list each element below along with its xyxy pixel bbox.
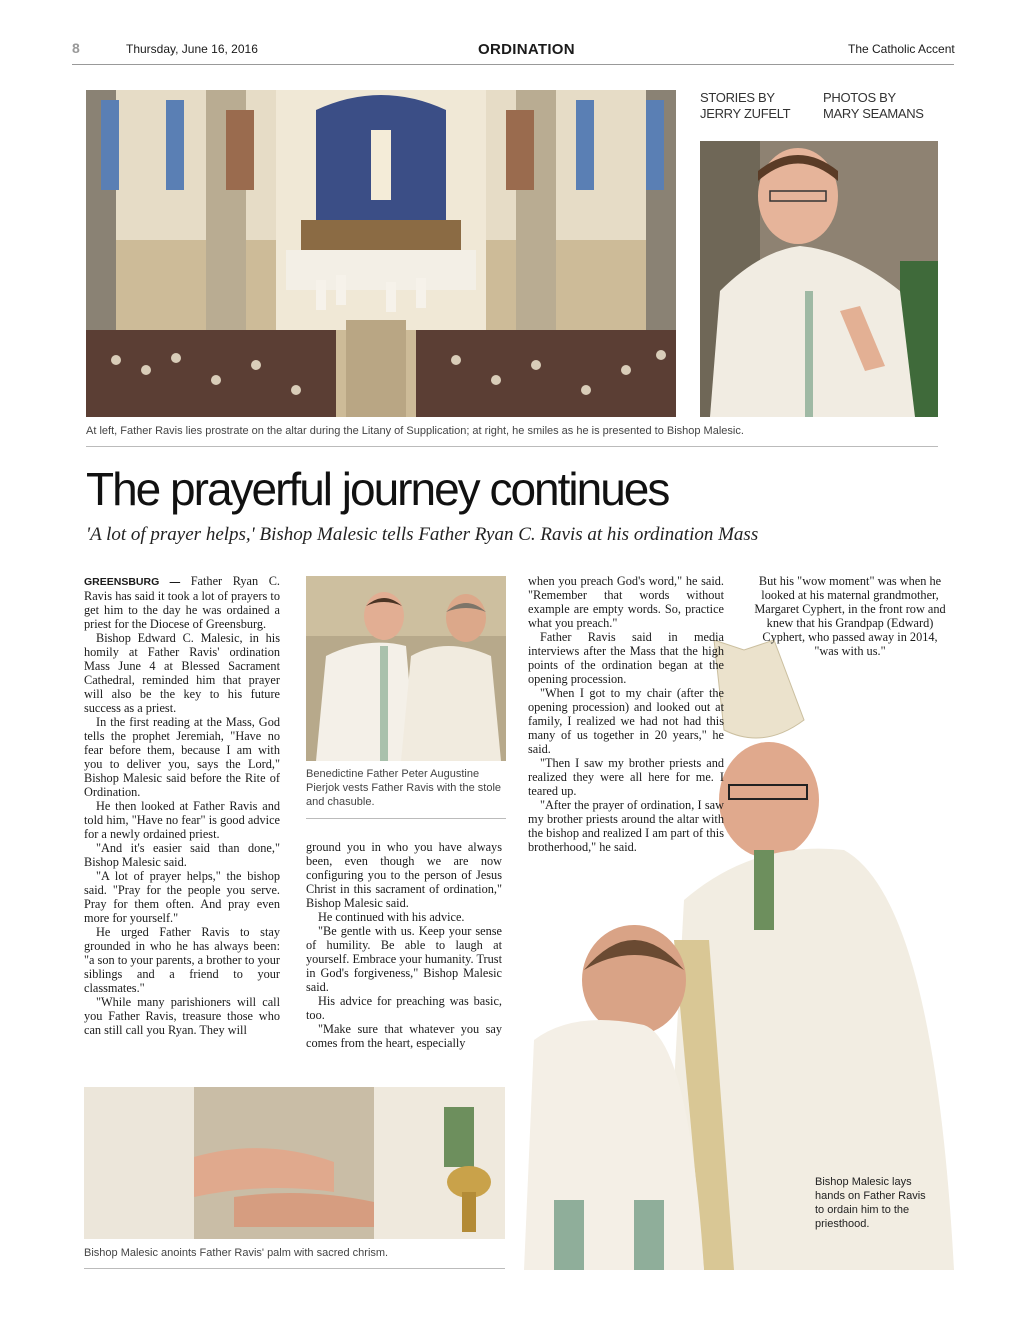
vesting-rule [306,818,506,819]
vesting-photo [306,576,506,761]
header-rule [72,64,954,65]
bottom-rule [84,1268,505,1269]
publication-name: The Catholic Accent [848,42,955,56]
article-column-3 [528,574,724,854]
anointing-caption: Bishop Malesic anoints Father Ravis' palm with sacred chrism. [84,1247,389,1259]
stories-credit [700,90,790,122]
paragraph: Father Ryan C. Ravis has said it took a lot of prayers to get him to the day he was ordained a priest for the Diocese of Greensburg. [84,574,280,631]
deck: 'A lot of prayer helps,' Bishop Malesic tells Father Ryan C. Ravis at his ordination Mass [86,524,759,545]
paragraph: He urged Father Ravis to stay grounded in who he has always been: "a son to your parents, a brother to your siblings and a friend to your classmates." [84,925,280,995]
paragraph: "When I got to my chair (after the opening procession) and looked out at family, I realized we had not had this many of us together in 20 years," he said. [528,686,724,756]
paragraph: "And it's easier said than done," Bishop Malesic said. [84,841,280,869]
top-photo-caption: At left, Father Ravis lies prostrate on the altar during the Litany of Supplication; at right, he smiles as he is presented to Bishop Malesic. [86,425,744,437]
page-number: 8 [72,40,80,56]
paragraph: "A lot of prayer helps," the bishop said. "Pray for the people you serve. Pray for them often. And pray even more for yourself." [84,869,280,925]
photos-label: PHOTOS BY [823,90,896,105]
photos-author: MARY SEAMANS [823,106,924,121]
laying-hands-caption: Bishop Malesic lays hands on Father Ravis to ordain him to the priesthood. [815,1176,926,1230]
article-column-2 [306,840,502,1050]
cathedral-photo [86,90,676,417]
paragraph: He continued with his advice. [318,910,465,924]
anointing-photo [84,1087,505,1239]
paragraph: But his "wow moment" was when he looked at his maternal grandmother, Margaret Cyphert, in the front row and knew that his Grandpap (Edward) Cyphert, who passed away in 2014, "was with us." [754,574,946,658]
paragraph: "Be gentle with us. Keep your sense of humility. Be able to laugh at yourself. Embrace your humanity. Trust in God's forgiveness," Bishop Malesic said. [306,924,502,994]
stories-author: JERRY ZUFELT [700,106,791,121]
photos-credit [823,90,924,122]
dateline: GREENSBURG — [84,576,181,588]
vesting-caption: Benedictine Father Peter Augustine Pierjok vests Father Ravis with the stole and chasuble. [306,768,502,808]
article-column-1 [84,574,280,1037]
paragraph: "After the prayer of ordination, I saw my brother priests around the altar with the bishop and realized I am part of this brotherhood," he said. [528,798,724,854]
paragraph: when you preach God's word," he said. "Remember that words without example are empty words. So, practice what you preach." [528,574,724,630]
stories-label: STORIES BY [700,90,775,105]
paragraph: Bishop Edward C. Malesic, in his homily at Father Ravis' ordination Mass June 4 at Blessed Sacrament Cathedral, reminded him that prayer will also be the key to his future success as a priest. [84,631,280,715]
paragraph: "Make sure that whatever you say comes from the heart, especially [306,1022,502,1050]
paragraph: ground you in who you have always been, even though we are now configuring you to the person of Jesus Christ in this sacrament of ordination," Bishop Malesic said. [306,840,502,910]
caption-rule [86,446,938,447]
paragraph: "While many parishioners will call you Father Ravis, treasure those who can still call you Ryan. They will [84,995,280,1037]
headline: The prayerful journey continues [86,463,669,515]
paragraph: He then looked at Father Ravis and told him, "Have no fear" is good advice for a newly ordained priest. [84,799,280,841]
paragraph: In the first reading at the Mass, God tells the prophet Jeremiah, "Have no fear before them, because I am with you to deliver you, says the Lord," Bishop Malesic said before the Rite of Ordination. [84,715,280,799]
paragraph: "Then I saw my brother priests and realized they were all here for me. I teared up. [528,756,724,798]
portrait-photo [700,141,938,417]
paragraph: Father Ravis said in media interviews after the Mass that the high points of the ordination began at the opening procession. [528,630,724,686]
paragraph: His advice for preaching was basic, too. [306,994,502,1022]
section-title: ORDINATION [478,41,575,58]
issue-date: Thursday, June 16, 2016 [126,42,258,56]
article-column-4 [752,574,948,658]
